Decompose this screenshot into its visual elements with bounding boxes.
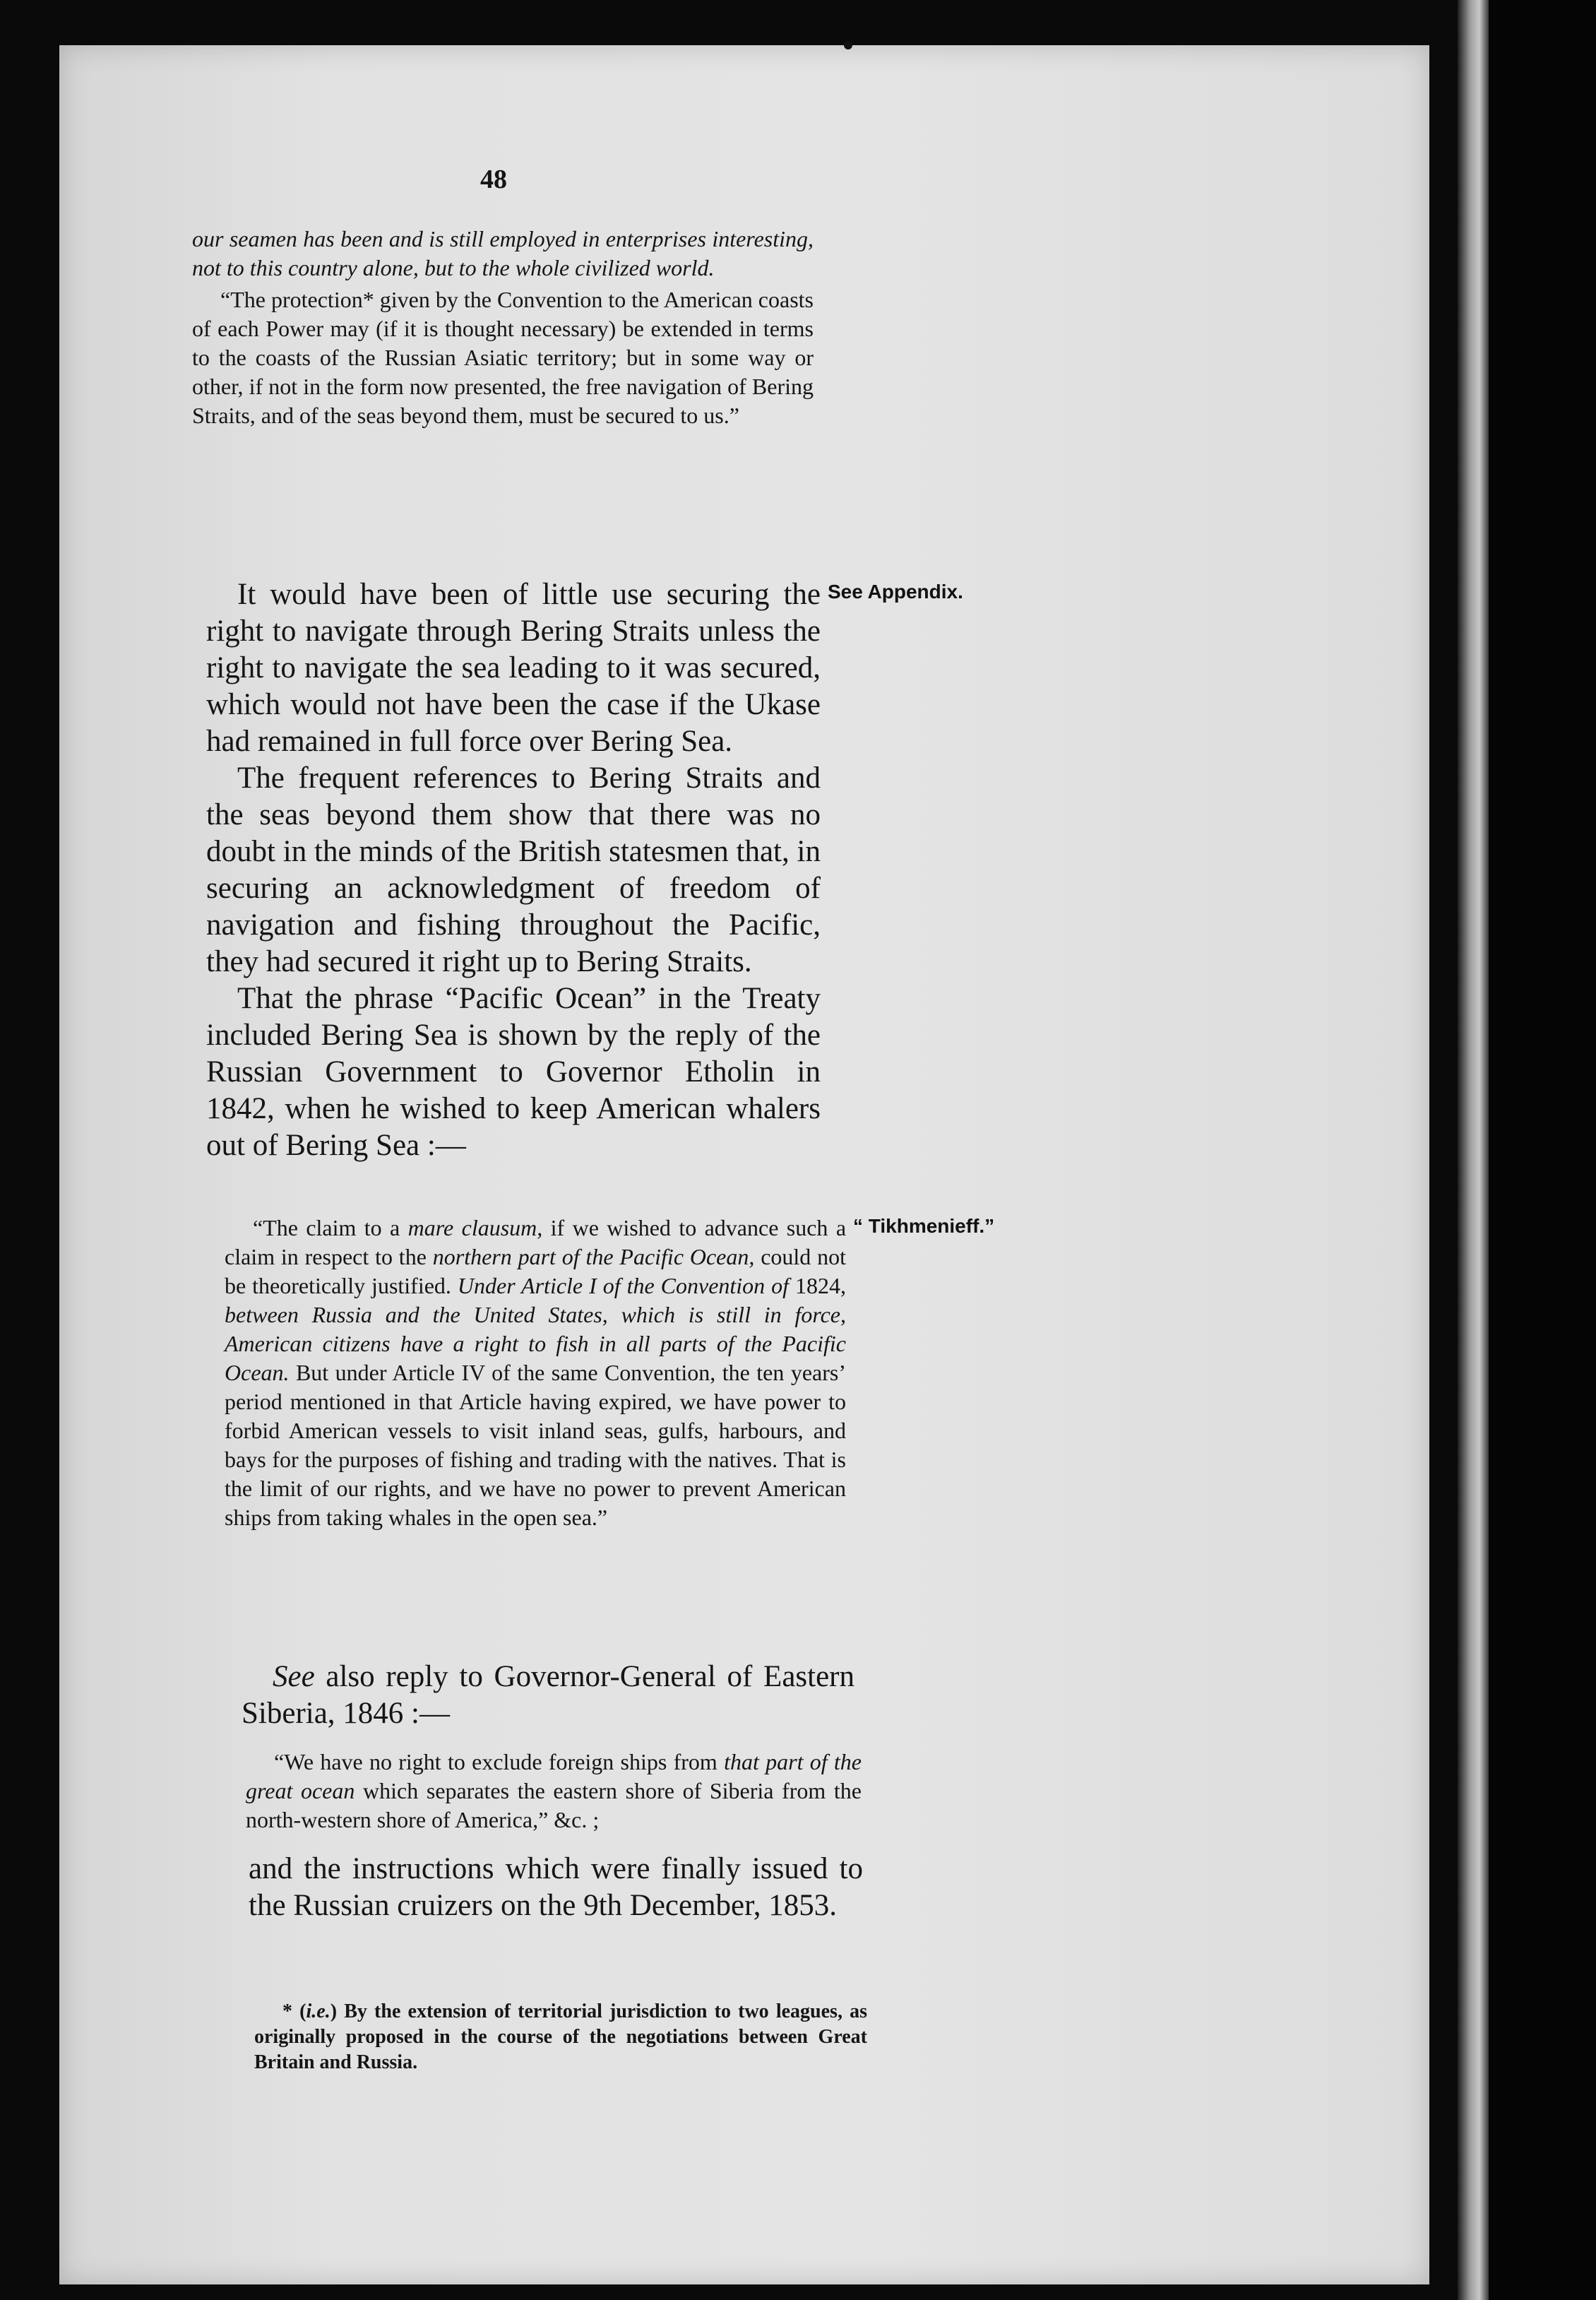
closing-paragraph: and the instructions which were finally issued to the Russian cruizers on the 9th December, 1853. [249,1852,863,1922]
margin-note-appendix: See Appendix. [828,581,963,603]
main-body [206,576,821,1164]
opening-block [192,225,814,430]
speck [844,41,852,49]
page-number: 48 [480,165,507,194]
footnote: * (i.e.) By the extension of territorial jurisdiction to two leagues, as originally proposed in the course of the negotiations between Great Britain and Russia. [254,2000,868,2073]
margin-note-tikhmenieff: “ Tikhmenieff.” [853,1215,995,1237]
protection-quote: “The protection* given by the Convention to the American coasts of each Power may (if it is thought necessary) be extended in terms to the coasts of the Russian Asiatic territory; but in some way or other, if not in the form now presented, the free navigation of Bering Straits, and of the seas beyond them, must be secured to us.” [192,287,814,428]
scan-border [1489,0,1596,2300]
italic-continuation: our seamen has been and is still employed in enterprises interesting, not to this country alone, but to the whole civilized world. [192,226,814,280]
paragraph-pacific-phrase: That the phrase “Pacific Ocean” in the Treaty included Bering Sea is shown by the reply of the Russian Government to Governor Etholin in 1842, when he wished to keep American whalers out of Bering Sea :— [206,982,821,1162]
page-edge [1458,0,1489,2300]
russian-reply-quote: “The claim to a mare clausum, if we wished to advance such a claim in respect to the northern part of the Pacific Ocean, could not be theoretically justified. Under Article I of the Convention of 1824, between Russia and the United States, which is still in force, American citizens have a right to fish in all parts of the Pacific Ocean. But under Article IV of the same Convention, the ten years’ period mentioned in that Article having expired, we have power to forbid American vessels to visit inland seas, gulfs, harbours, and bays for the purposes of fishing and trading with the natives. That is the limit of our rights, and we have no power to prevent American ships from taking whales in the open sea.” [225,1215,847,1530]
paragraph-navigation: It would have been of little use securing the right to navigate through Bering Straits unless the right to navigate the sea leading to it was secured, which would not have been the case if the Ukase had remained in full force over Bering Sea. [206,578,821,758]
governor-general-quote: “We have no right to exclude foreign ships from that part of the great ocean which separates the eastern shore of Siberia from the north-western shore of America,” &c. ; [246,1749,862,1832]
see-also-paragraph: See also reply to Governor-General of Eastern Siberia, 1846 :— [242,1660,854,1730]
paragraph-references: The frequent references to Bering Straits and the seas beyond them show that there was no doubt in the minds of the British statesmen that, in securing an acknowledgment of freedom of navigation and fishing throughout the Pacific, they had secured it right up to Bering Straits. [206,761,821,978]
